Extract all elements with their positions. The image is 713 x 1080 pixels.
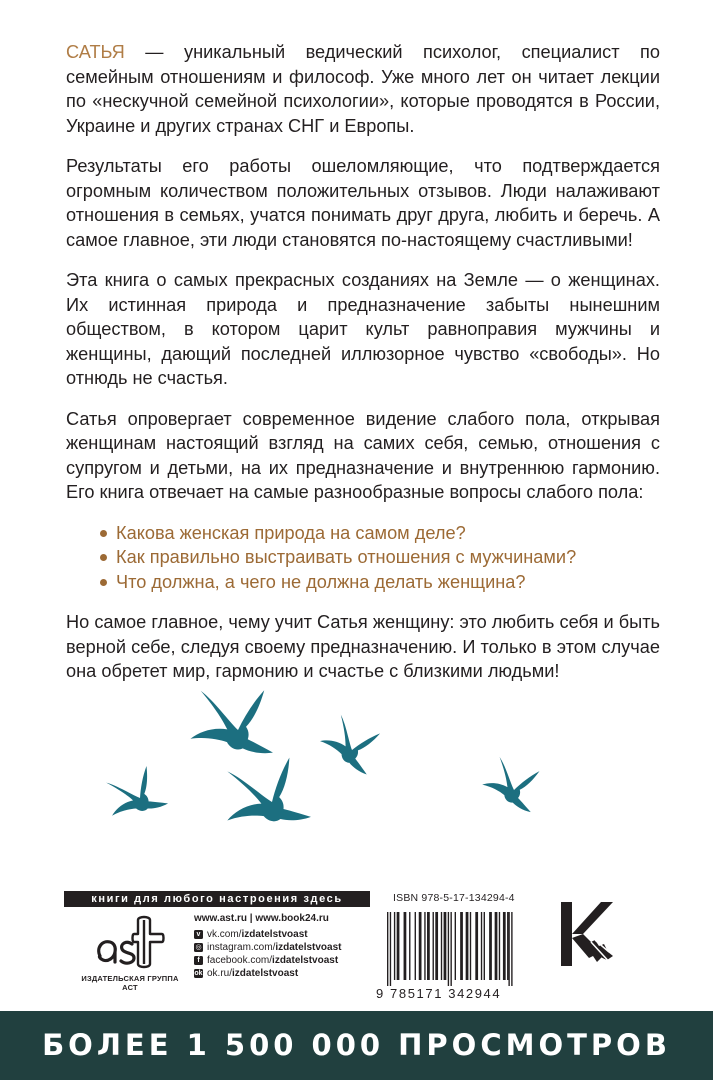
author-bio: — уникальный ведический психолог, специалист по семейным отношениям и философ. Уже много лет он читает лекции по «нескучной семейной психологии», которые проводятся в России, Украине и других странах СНГ и Европы. [66, 42, 660, 136]
barcode-bar [499, 912, 500, 980]
description-text [66, 40, 660, 700]
vk-icon: v [194, 930, 203, 939]
barcode-bar [503, 912, 506, 980]
author-paragraph [66, 40, 660, 138]
barcode-bar [444, 912, 447, 980]
author-name: САТЬЯ [66, 42, 125, 62]
publisher-websites[interactable]: www.ast.ru | www.book24.ru [194, 913, 329, 924]
isbn-number: ISBN 978-5-17-134294-4 [393, 892, 515, 904]
barcode-bar [441, 912, 442, 980]
bird-icon [96, 761, 168, 831]
barcode-bar [424, 912, 425, 980]
barcode-bar [489, 912, 492, 980]
barcode-bar [397, 912, 400, 980]
publisher-group-name: ИЗДАТЕЛЬСКАЯ ГРУППА АСТ [81, 974, 179, 992]
barcode-icon [381, 912, 529, 986]
barcode-bar [460, 912, 463, 980]
list-item: Что должна, а чего не должна делать женщина? [116, 570, 660, 595]
barcode-bar [387, 912, 388, 986]
barcode-bar [427, 912, 430, 980]
barcode-bar [507, 912, 508, 980]
social-link-instagram[interactable] [194, 941, 342, 954]
instagram-icon: ◎ [195, 944, 202, 951]
bird-icon [315, 711, 382, 774]
social-link-vk[interactable] [194, 928, 342, 941]
barcode-bar [475, 912, 478, 980]
bird-icon [212, 750, 311, 844]
social-link-ok[interactable] [194, 967, 342, 980]
barcode-bar [450, 912, 451, 986]
barcode-bar [435, 912, 438, 980]
barcode-bar [433, 912, 434, 980]
ast-logo-icon [94, 912, 166, 972]
link-prefix: vk.com/ [207, 929, 242, 940]
barcode-bar [455, 912, 456, 980]
barcode-bar [415, 912, 416, 980]
link-handle: izdatelstvoast [275, 942, 342, 953]
barcode-bar [481, 912, 482, 980]
link-handle: izdatelstvoast [232, 968, 299, 979]
list-item: Как правильно выстраивать отношения с мужчинами? [116, 545, 660, 570]
barcode-digits: 9 785171 342944 [376, 986, 502, 1001]
barcode-bar [448, 912, 449, 986]
barcode-bar [470, 912, 471, 980]
barcode-bar [419, 912, 422, 980]
link-prefix: facebook.com/ [207, 955, 273, 966]
bird-icon [184, 682, 273, 764]
barcode-bar [484, 912, 485, 980]
link-handle: izdatelstvoast [272, 955, 339, 966]
barcode-bar [390, 912, 391, 986]
barcode-bar [466, 912, 469, 980]
list-item: Какова женская природа на самом деле? [116, 521, 660, 546]
publisher-contacts [194, 912, 342, 980]
questions-list [66, 521, 660, 595]
ok-icon: ok [194, 970, 203, 977]
book-about-paragraph: Эта книга о самых прекрасных созданиях на Земле — о женщинах. Их истинная природа и предназначение забыты нынешним обществом, в котором царит культ равноправия мужчины и женщины, дающий последней иллюзорное чувство «свободы». Но отнюдь не счастья. [66, 270, 660, 388]
flying-birds-illustration [0, 680, 713, 850]
views-banner: БОЛЕЕ 1 500 000 ПРОСМОТРОВ [0, 1011, 713, 1080]
bird-icon [479, 755, 541, 813]
link-prefix: instagram.com/ [207, 942, 276, 953]
results-paragraph: Результаты его работы ошеломляющие, что подтверждается огромным количеством положительных отзывов. Люди налаживают отношения в семьях, учатся понимать друг друга, любить и беречь. А самое главное, эти люди становятся по-настоящему счастливыми! [66, 156, 660, 250]
slogan-bar: книги для любого настроения здесь [64, 891, 370, 907]
barcode-bar [508, 912, 509, 986]
barcode-bar [409, 912, 410, 980]
barcode-bar [394, 912, 395, 980]
link-prefix: ok.ru/ [207, 968, 233, 979]
book-answers-paragraph: Сатья опровергает современное видение слабого пола, открывая женщинам настоящий взгляд на самих себя, семью, отношения с супругом и детьми, на их предназначение и внутреннюю гармонию. Его книга отвечает на самые разнообразные вопросы слабого пола: [66, 408, 660, 502]
barcode-bar [495, 912, 498, 980]
barcode-bar [511, 912, 512, 986]
barcode-bar [404, 912, 407, 980]
k-imprint-logo-icon [557, 900, 617, 970]
conclusion-paragraph: Но самое главное, чему учит Сатья женщину: это любить себя и быть верной себе, следуя своему предназначению. И только в этом случае она обретет мир, гармонию и счастье с близкими людьми! [66, 612, 660, 681]
social-link-facebook[interactable] [194, 954, 342, 967]
link-handle: izdatelstvoast [241, 929, 308, 940]
facebook-icon: f [194, 956, 203, 965]
publisher-logo [76, 912, 184, 992]
